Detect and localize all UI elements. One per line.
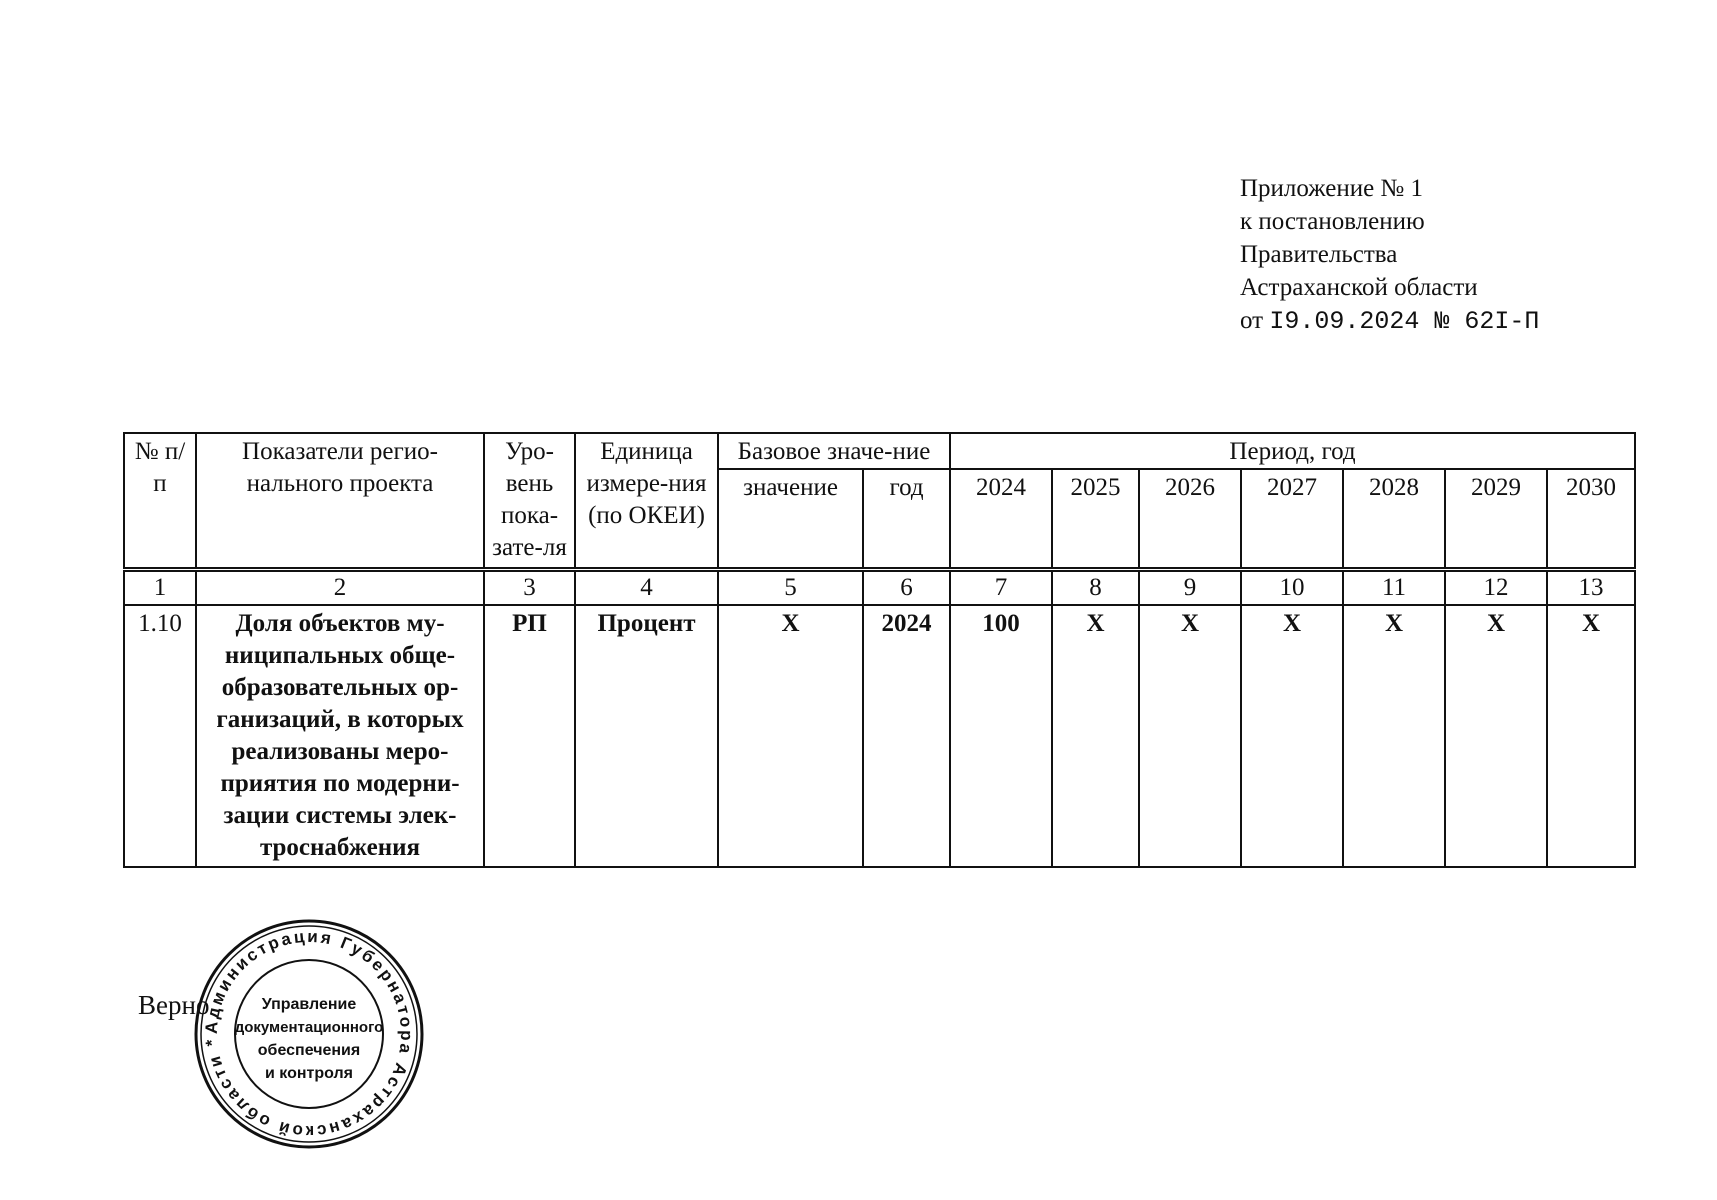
row-value-2026: Х — [1139, 605, 1241, 867]
column-number: 6 — [863, 569, 950, 605]
row-base-year: 2024 — [863, 605, 950, 867]
stamp-center-line-3: обеспечения — [257, 1042, 361, 1059]
row-indicator: Доля объектов му-ниципальных обще-образовательных ор-ганизаций, в которых реализованы меро-приятия по модерни-зации системы элек-троснабжения — [196, 605, 484, 867]
row-value-2024: 100 — [950, 605, 1052, 867]
column-number: 10 — [1241, 569, 1343, 605]
row-value-2029: Х — [1445, 605, 1547, 867]
stamp-center-line-4: и контроля — [265, 1065, 353, 1082]
header-level: Уро-вень пока-зате-ля — [484, 433, 575, 569]
row-value-2025: Х — [1052, 605, 1139, 867]
column-number: 3 — [484, 569, 575, 605]
stamp-ring-textpath: Администрация Губернатора Астраханской области * — [201, 926, 417, 1142]
appendix-line-3: Правительства — [1240, 241, 1398, 268]
header-indicators: Показатели регио-нального проекта — [196, 433, 484, 569]
stamp-center-line-2: документационного — [234, 1019, 384, 1036]
table-header-row-1 — [124, 433, 1635, 469]
column-number: 1 — [124, 569, 196, 605]
header-year: 2025 — [1052, 469, 1139, 569]
row-num: 1.10 — [124, 605, 196, 867]
header-base-year: год — [863, 469, 950, 569]
appendix-header — [1240, 172, 1539, 338]
column-number: 9 — [1139, 569, 1241, 605]
appendix-date-line — [1240, 304, 1539, 338]
header-num: № п/п — [124, 433, 196, 569]
row-level: РП — [484, 605, 575, 867]
column-number: 5 — [718, 569, 863, 605]
row-value-2030: Х — [1547, 605, 1635, 867]
official-seal-stamp — [193, 918, 425, 1150]
appendix-line-4: Астраханской области — [1240, 274, 1478, 301]
row-value-2027: Х — [1241, 605, 1343, 867]
header-unit: Единица измере-ния (по ОКЕИ) — [575, 433, 718, 569]
header-year: 2028 — [1343, 469, 1445, 569]
header-year: 2026 — [1139, 469, 1241, 569]
column-number: 12 — [1445, 569, 1547, 605]
stamp-center-line-1: Управление — [261, 996, 357, 1013]
date-prefix: от — [1240, 307, 1264, 334]
column-number: 4 — [575, 569, 718, 605]
date-number: I9.09.2024 № 62I-П — [1269, 307, 1540, 336]
column-number: 13 — [1547, 569, 1635, 605]
row-base-value: Х — [718, 605, 863, 867]
header-year: 2030 — [1547, 469, 1635, 569]
column-numbering-row — [124, 569, 1635, 605]
indicators-table — [123, 432, 1636, 868]
header-base-value: значение — [718, 469, 863, 569]
certification-verno: Верно — [138, 990, 210, 1020]
header-year: 2027 — [1241, 469, 1343, 569]
row-value-2028: Х — [1343, 605, 1445, 867]
appendix-line-2: к постановлению — [1240, 208, 1425, 235]
column-number: 2 — [196, 569, 484, 605]
table-row — [124, 605, 1635, 867]
row-unit: Процент — [575, 605, 718, 867]
header-period: Период, год — [950, 433, 1635, 469]
appendix-title: Приложение № 1 — [1240, 175, 1424, 202]
column-number: 7 — [950, 569, 1052, 605]
column-number: 11 — [1343, 569, 1445, 605]
header-base: Базовое значе-ние — [718, 433, 950, 469]
column-number: 8 — [1052, 569, 1139, 605]
header-year: 2029 — [1445, 469, 1547, 569]
header-year: 2024 — [950, 469, 1052, 569]
